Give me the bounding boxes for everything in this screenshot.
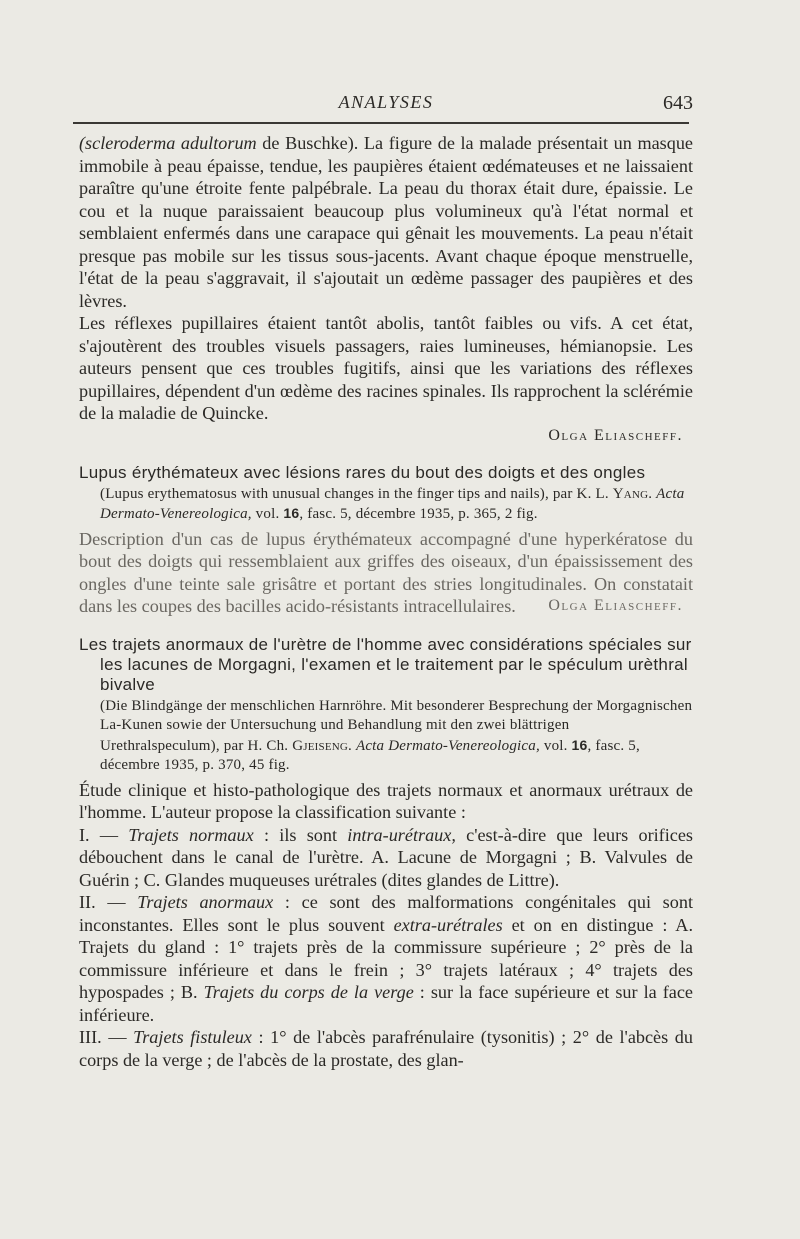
citation-details: , fasc. 5, décembre 1935, p. 365, 2 fig. xyxy=(299,506,538,522)
header-rule xyxy=(73,122,689,124)
paragraph-text: de Buschke). La figure de la malade présentait un masque immobile à peau épaisse, tendue, les paupières étaient œdémateuses et ne laissaient paraître qu'une étroite fente palpébrale. La peau du thorax était dure, épaissie. Le cou et la nuque paraissaient beaucoup plus volumineux qu'à l'état normal et semblaient enfermés dans une carapace qui gênait les mouvements. La peau n'était presque pas mobile sur les tissus sous-jacents. Avant chaque époque menstruelle, l'état de la peau s'aggravait, il s'ajoutait un œdème passager des paupières et des lèvres. xyxy=(79,133,693,311)
item-text: : ils sont xyxy=(253,824,348,845)
running-title: ANALYSES xyxy=(338,92,434,112)
item-heading: Trajets normaux xyxy=(128,824,254,845)
original-title: (Lupus erythematosus with unusual changes in the finger tips and nails), xyxy=(100,485,549,502)
article-body-text: Description d'un cas de lupus érythémateux accompagné d'une hyperkératose du bout des doigts qui ressemblaient aux griffes des oiseaux, d'un épaississement des ongles d'une teinte sale grisâtre et portant des stries longitudinales. On constatait dans les coupes des bacilles acido-résistants intracellulaires. xyxy=(79,528,693,616)
page-number: 643 xyxy=(663,92,693,114)
document-page xyxy=(79,92,693,1071)
item-text: et on en distingue : A. Trajets du gland : 1° trajets près de la commissure supérieure ; 2° près de la commissure inférieure et dans le frein ; 3° trajets latéraux ; 4° trajets des hypospades ; B. xyxy=(79,914,693,1002)
article-title: Lupus érythémateux avec lésions rares du bout des doigts et des ongles xyxy=(79,462,646,482)
journal-name: Acta Dermato-Venereologica, xyxy=(100,485,685,522)
author-signature: Olga Eliascheff. xyxy=(548,426,683,444)
article-citation xyxy=(79,697,693,776)
article-body xyxy=(79,528,693,618)
citation-author: Yang. xyxy=(612,485,653,502)
classification-item-2 xyxy=(79,891,693,1026)
author-signature: Olga Eliascheff. xyxy=(548,597,683,614)
article-scleroderma-continuation xyxy=(79,132,693,446)
item-text: : ce sont des malformations congénitales qui sont inconstantes. Elles sont le plus souvent xyxy=(79,892,693,935)
item-term: Trajets du corps de la verge xyxy=(203,982,414,1002)
citation-vol-prefix: vol. xyxy=(251,506,284,522)
item-prefix: III. — xyxy=(79,1027,134,1047)
item-prefix: I. — xyxy=(79,824,129,845)
article-uretre xyxy=(79,635,693,1072)
paragraph: Les réflexes pupillaires étaient tantôt abolis, tantôt faibles ou vifs. A cet état, s'ajoutèrent des troubles visuels passagers, raies lumineuses, hémianopsie. Les auteurs pensent que ces troubles fugitifs, ainsi que les variations des réflexes pupillaires, dépendent d'un œdème des racines spinales. Ils rapprochent la sclérémie de la maladie de Quincke. xyxy=(79,313,693,423)
classification-item-3 xyxy=(79,1026,693,1071)
article-title: Les trajets anormaux de l'urètre de l'homme avec considérations spéciales sur les lacunes de Morgagni, l'examen et le traitement par le spéculum urèthral bivalve xyxy=(79,634,692,694)
classification-item-1 xyxy=(79,824,693,892)
running-header xyxy=(79,92,693,122)
article-citation xyxy=(79,485,693,525)
item-text: : sur la face supérieure et sur la face inférieure. xyxy=(79,982,693,1025)
journal-name: Acta Dermato-Venereologica, xyxy=(355,737,540,754)
original-title: (Die Blindgänge der menschlichen Harnröhre. Mit besonderer Besprechung der Morgagnischen La-Kunen sowie der Untersuchung und Behandlung mit den zwei blättrigen Urethralspeculum), xyxy=(100,697,693,754)
item-heading: Trajets anormaux xyxy=(137,892,274,912)
citation-by: par K. L. xyxy=(552,485,613,502)
article-lupus xyxy=(79,463,693,618)
citation-author: Gjeiseng. xyxy=(292,737,352,754)
item-prefix: II. — xyxy=(79,892,138,912)
citation-vol-prefix: vol. xyxy=(539,737,572,754)
item-text: c'est-à-dire que leurs orifices débouchent dans le canal de l'urètre. A. Lacune de Morgagni ; B. Valvules de Guérin ; C. Glandes muqueuses urétrales (dites glandes de Littre). xyxy=(79,824,694,890)
volume-number: 16 xyxy=(283,505,300,521)
item-text: : 1° de l'abcès parafrénulaire (tysonitis) ; 2° de l'abcès du corps de la verge ; de l'abcès de la prostate, des glan- xyxy=(79,1027,693,1070)
citation-details: , fasc. 5, décembre 1935, p. 370, 45 fig. xyxy=(100,737,640,773)
volume-number: 16 xyxy=(571,736,588,753)
paragraph: Étude clinique et histo-pathologique des trajets normaux et anormaux urétraux de l'homme. L'auteur propose la classification suivante : xyxy=(79,779,693,822)
citation-by: par H. Ch. xyxy=(223,737,293,754)
item-heading: Trajets fistuleux xyxy=(133,1027,252,1047)
paragraph xyxy=(79,132,693,312)
latin-term: (scleroderma adultorum xyxy=(79,133,257,153)
item-term: extra-urétrales xyxy=(393,914,503,935)
item-term: intra-urétraux, xyxy=(347,824,456,845)
